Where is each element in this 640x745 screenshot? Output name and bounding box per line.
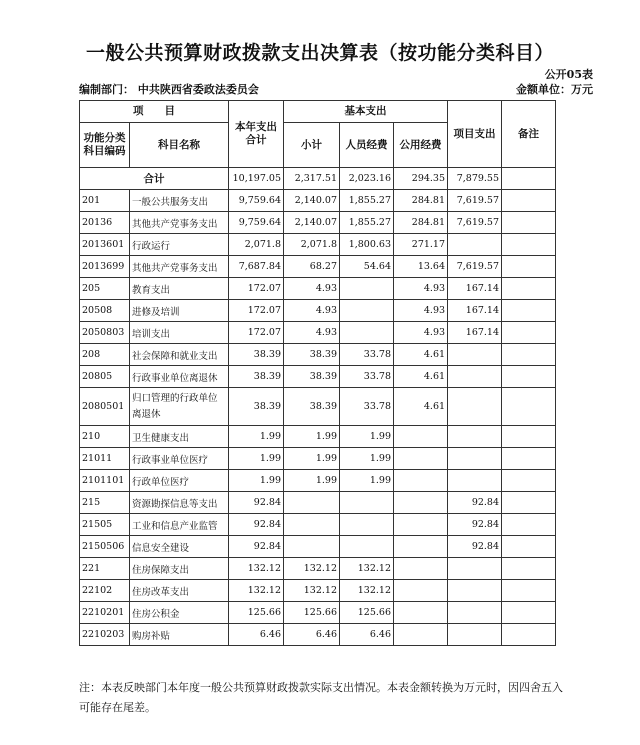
table-row bbox=[80, 344, 556, 366]
row-public: 4.93 bbox=[394, 278, 448, 300]
row-code: 2210203 bbox=[80, 624, 130, 646]
row-annual: 38.39 bbox=[229, 366, 284, 388]
row-code: 22102 bbox=[80, 580, 130, 602]
table-row bbox=[80, 366, 556, 388]
row-public: 4.93 bbox=[394, 300, 448, 322]
item-header: 项 目 bbox=[80, 101, 229, 123]
row-code: 2050803 bbox=[80, 322, 130, 344]
row-code: 2013699 bbox=[80, 256, 130, 278]
row-annual: 132.12 bbox=[229, 580, 284, 602]
row-project bbox=[448, 470, 502, 492]
row-project: 167.14 bbox=[448, 300, 502, 322]
row-name: 工业和信息产业监管 bbox=[130, 514, 229, 536]
row-name: 行政事业单位离退休 bbox=[130, 366, 229, 388]
table-row bbox=[80, 388, 556, 426]
row-subtotal: 4.93 bbox=[284, 300, 340, 322]
row-subtotal: 2,140.07 bbox=[284, 212, 340, 234]
row-project bbox=[448, 602, 502, 624]
public-header: 公用经费 bbox=[394, 123, 448, 168]
row-public bbox=[394, 558, 448, 580]
row-remark bbox=[502, 602, 556, 624]
row-annual: 38.39 bbox=[229, 344, 284, 366]
row-annual: 172.07 bbox=[229, 300, 284, 322]
row-remark bbox=[502, 426, 556, 448]
row-remark bbox=[502, 278, 556, 300]
row-name: 资源勘探信息等支出 bbox=[130, 492, 229, 514]
table-row bbox=[80, 536, 556, 558]
row-name: 住房公积金 bbox=[130, 602, 229, 624]
row-personnel bbox=[340, 492, 394, 514]
row-remark bbox=[502, 212, 556, 234]
table-row bbox=[80, 190, 556, 212]
row-personnel: 1.99 bbox=[340, 470, 394, 492]
row-code: 205 bbox=[80, 278, 130, 300]
row-subtotal bbox=[284, 536, 340, 558]
row-annual: 1.99 bbox=[229, 470, 284, 492]
row-code: 201 bbox=[80, 190, 130, 212]
row-remark bbox=[502, 536, 556, 558]
row-project: 7,619.57 bbox=[448, 190, 502, 212]
table-row bbox=[80, 256, 556, 278]
total-subtotal: 2,317.51 bbox=[284, 168, 340, 190]
total-personnel: 2,023.16 bbox=[340, 168, 394, 190]
row-code: 20805 bbox=[80, 366, 130, 388]
row-personnel bbox=[340, 278, 394, 300]
row-personnel: 125.66 bbox=[340, 602, 394, 624]
table-row bbox=[80, 470, 556, 492]
row-remark bbox=[502, 580, 556, 602]
personnel-header: 人员经费 bbox=[340, 123, 394, 168]
table-row bbox=[80, 492, 556, 514]
row-personnel bbox=[340, 514, 394, 536]
row-personnel: 132.12 bbox=[340, 580, 394, 602]
subject-name-header: 科目名称 bbox=[130, 123, 229, 168]
row-project bbox=[448, 624, 502, 646]
row-annual: 7,687.84 bbox=[229, 256, 284, 278]
row-subtotal: 38.39 bbox=[284, 366, 340, 388]
row-subtotal: 2,140.07 bbox=[284, 190, 340, 212]
subtotal-header: 小计 bbox=[284, 123, 340, 168]
row-project bbox=[448, 580, 502, 602]
table-row bbox=[80, 234, 556, 256]
row-annual: 38.39 bbox=[229, 388, 284, 426]
row-code: 2080501 bbox=[80, 388, 130, 426]
total-annual: 10,197.05 bbox=[229, 168, 284, 190]
row-annual: 132.12 bbox=[229, 558, 284, 580]
total-remark bbox=[502, 168, 556, 190]
table-row bbox=[80, 322, 556, 344]
func-code-header: 功能分类科目编码 bbox=[80, 123, 130, 168]
row-remark bbox=[502, 388, 556, 426]
row-name: 住房保障支出 bbox=[130, 558, 229, 580]
row-public bbox=[394, 514, 448, 536]
row-public bbox=[394, 580, 448, 602]
form-code: 公开05表 bbox=[544, 68, 593, 81]
row-remark bbox=[502, 366, 556, 388]
table-row bbox=[80, 558, 556, 580]
row-remark bbox=[502, 448, 556, 470]
row-remark bbox=[502, 558, 556, 580]
row-subtotal: 4.93 bbox=[284, 322, 340, 344]
row-personnel: 33.78 bbox=[340, 344, 394, 366]
row-personnel: 132.12 bbox=[340, 558, 394, 580]
meta-line bbox=[79, 81, 593, 97]
row-code: 2210201 bbox=[80, 602, 130, 624]
table-row bbox=[80, 448, 556, 470]
row-public: 4.61 bbox=[394, 366, 448, 388]
row-project bbox=[448, 388, 502, 426]
row-personnel: 33.78 bbox=[340, 388, 394, 426]
row-annual: 92.84 bbox=[229, 514, 284, 536]
row-personnel bbox=[340, 536, 394, 558]
row-personnel: 1,855.27 bbox=[340, 212, 394, 234]
row-name: 其他共产党事务支出 bbox=[130, 212, 229, 234]
row-name: 教育支出 bbox=[130, 278, 229, 300]
row-personnel: 1.99 bbox=[340, 448, 394, 470]
row-subtotal: 125.66 bbox=[284, 602, 340, 624]
table-row bbox=[80, 580, 556, 602]
row-project: 7,619.57 bbox=[448, 212, 502, 234]
row-annual: 172.07 bbox=[229, 322, 284, 344]
row-subtotal: 6.46 bbox=[284, 624, 340, 646]
row-remark bbox=[502, 624, 556, 646]
row-project bbox=[448, 448, 502, 470]
row-project: 92.84 bbox=[448, 514, 502, 536]
row-name: 其他共产党事务支出 bbox=[130, 256, 229, 278]
expenditure-table bbox=[79, 100, 556, 646]
row-subtotal bbox=[284, 514, 340, 536]
table-row bbox=[80, 300, 556, 322]
table-row bbox=[80, 602, 556, 624]
row-name: 一般公共服务支出 bbox=[130, 190, 229, 212]
row-remark bbox=[502, 322, 556, 344]
row-public bbox=[394, 470, 448, 492]
row-project bbox=[448, 366, 502, 388]
row-remark bbox=[502, 300, 556, 322]
row-subtotal bbox=[284, 492, 340, 514]
row-project bbox=[448, 426, 502, 448]
row-name: 卫生健康支出 bbox=[130, 426, 229, 448]
row-code: 21505 bbox=[80, 514, 130, 536]
row-public: 271.17 bbox=[394, 234, 448, 256]
row-annual: 9,759.64 bbox=[229, 190, 284, 212]
row-public bbox=[394, 536, 448, 558]
basic-header: 基本支出 bbox=[284, 101, 448, 123]
row-name: 行政运行 bbox=[130, 234, 229, 256]
table-row bbox=[80, 514, 556, 536]
row-public: 284.81 bbox=[394, 190, 448, 212]
row-annual: 2,071.8 bbox=[229, 234, 284, 256]
total-public: 294.35 bbox=[394, 168, 448, 190]
row-project: 92.84 bbox=[448, 536, 502, 558]
row-name: 培训支出 bbox=[130, 322, 229, 344]
table-row bbox=[80, 426, 556, 448]
row-personnel: 1,800.63 bbox=[340, 234, 394, 256]
row-name: 行政单位医疗 bbox=[130, 470, 229, 492]
department-label: 编制部门： 中共陕西省委政法委员会 bbox=[79, 83, 259, 96]
row-annual: 172.07 bbox=[229, 278, 284, 300]
total-row bbox=[80, 168, 556, 190]
row-project bbox=[448, 234, 502, 256]
row-annual: 1.99 bbox=[229, 426, 284, 448]
row-personnel: 1.99 bbox=[340, 426, 394, 448]
row-remark bbox=[502, 470, 556, 492]
row-personnel: 1,855.27 bbox=[340, 190, 394, 212]
row-subtotal: 1.99 bbox=[284, 426, 340, 448]
total-label: 合计 bbox=[80, 168, 229, 190]
row-code: 221 bbox=[80, 558, 130, 580]
row-name: 信息安全建设 bbox=[130, 536, 229, 558]
row-subtotal: 1.99 bbox=[284, 470, 340, 492]
row-subtotal: 132.12 bbox=[284, 580, 340, 602]
row-public: 4.61 bbox=[394, 388, 448, 426]
row-remark bbox=[502, 190, 556, 212]
row-project: 167.14 bbox=[448, 322, 502, 344]
row-project bbox=[448, 558, 502, 580]
row-personnel: 6.46 bbox=[340, 624, 394, 646]
row-public bbox=[394, 492, 448, 514]
table-row bbox=[80, 624, 556, 646]
row-code: 210 bbox=[80, 426, 130, 448]
row-remark bbox=[502, 234, 556, 256]
row-annual: 92.84 bbox=[229, 492, 284, 514]
unit-label: 金额单位：万元 bbox=[516, 83, 593, 96]
table-row bbox=[80, 212, 556, 234]
row-public bbox=[394, 426, 448, 448]
row-subtotal: 132.12 bbox=[284, 558, 340, 580]
row-project: 167.14 bbox=[448, 278, 502, 300]
row-remark bbox=[502, 256, 556, 278]
row-subtotal: 1.99 bbox=[284, 448, 340, 470]
row-subtotal: 68.27 bbox=[284, 256, 340, 278]
row-personnel: 33.78 bbox=[340, 366, 394, 388]
row-code: 20508 bbox=[80, 300, 130, 322]
table-row bbox=[80, 278, 556, 300]
row-public bbox=[394, 624, 448, 646]
row-project: 7,619.57 bbox=[448, 256, 502, 278]
row-code: 215 bbox=[80, 492, 130, 514]
row-code: 20136 bbox=[80, 212, 130, 234]
row-public: 284.81 bbox=[394, 212, 448, 234]
row-annual: 125.66 bbox=[229, 602, 284, 624]
row-public: 13.64 bbox=[394, 256, 448, 278]
row-annual: 1.99 bbox=[229, 448, 284, 470]
project-header: 项目支出 bbox=[448, 101, 502, 168]
row-subtotal: 2,071.8 bbox=[284, 234, 340, 256]
total-project: 7,879.55 bbox=[448, 168, 502, 190]
row-personnel bbox=[340, 322, 394, 344]
row-project bbox=[448, 344, 502, 366]
row-name: 行政事业单位医疗 bbox=[130, 448, 229, 470]
row-personnel bbox=[340, 300, 394, 322]
row-name: 购房补贴 bbox=[130, 624, 229, 646]
row-code: 2013601 bbox=[80, 234, 130, 256]
row-annual: 6.46 bbox=[229, 624, 284, 646]
row-subtotal: 4.93 bbox=[284, 278, 340, 300]
row-code: 2150506 bbox=[80, 536, 130, 558]
row-public bbox=[394, 448, 448, 470]
footnote: 注：本表反映部门本年度一般公共预算财政拨款实际支出情况。本表金额转换为万元时，因四舍五入可能存在尾差。 bbox=[79, 681, 563, 714]
row-personnel: 54.64 bbox=[340, 256, 394, 278]
row-subtotal: 38.39 bbox=[284, 388, 340, 426]
row-subtotal: 38.39 bbox=[284, 344, 340, 366]
remark-header: 备注 bbox=[502, 101, 556, 168]
row-remark bbox=[502, 492, 556, 514]
row-code: 208 bbox=[80, 344, 130, 366]
row-code: 21011 bbox=[80, 448, 130, 470]
row-name: 进修及培训 bbox=[130, 300, 229, 322]
row-remark bbox=[502, 344, 556, 366]
row-remark bbox=[502, 514, 556, 536]
row-public bbox=[394, 602, 448, 624]
row-public: 4.61 bbox=[394, 344, 448, 366]
row-name: 社会保障和就业支出 bbox=[130, 344, 229, 366]
row-annual: 9,759.64 bbox=[229, 212, 284, 234]
annual-total-header: 本年支出合计 bbox=[229, 101, 284, 168]
row-name: 归口管理的行政单位离退休 bbox=[130, 388, 229, 426]
row-annual: 92.84 bbox=[229, 536, 284, 558]
row-public: 4.93 bbox=[394, 322, 448, 344]
page-title: 一般公共预算财政拨款支出决算表（按功能分类科目） bbox=[85, 42, 554, 64]
row-name: 住房改革支出 bbox=[130, 580, 229, 602]
row-code: 2101101 bbox=[80, 470, 130, 492]
row-project: 92.84 bbox=[448, 492, 502, 514]
